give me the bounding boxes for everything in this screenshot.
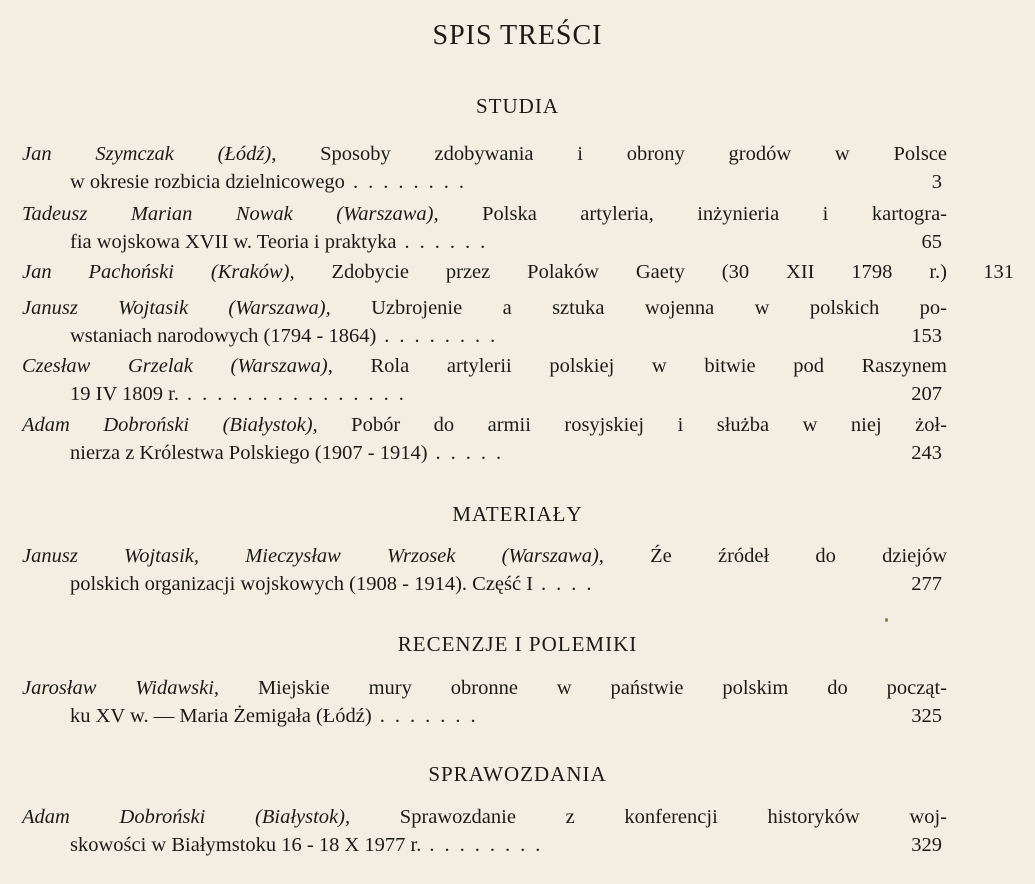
entry-page-number: 325 [911, 705, 942, 727]
entry-page-number: 243 [911, 442, 942, 464]
section-heading-studia: STUDIA [476, 94, 559, 118]
entry-title-line-1: Sposoby zdobywania i obrony grodów w Polsce [320, 143, 948, 165]
entry-page-number: 3 [931, 171, 942, 193]
entry-title-line-1: Rola artylerii polskiej w bitwie pod Raszynem [370, 355, 948, 377]
entry-title-line-1: Pobór do armii rosyjskiej i służba w niej żoł- [351, 414, 948, 436]
paper-speck [885, 618, 888, 622]
entry-author: Janusz Wojtasik (Warszawa), [22, 297, 331, 319]
entry-line-2 [22, 439, 950, 467]
section-heading-materialy: MATERIAŁY [452, 502, 583, 526]
entry-author: Janusz Wojtasik, Mieczysław Wrzosek (Warszawa), [22, 545, 604, 567]
entry-title-line-1: Uzbrojenie a sztuka wojenna w polskich po- [371, 297, 947, 319]
toc-entry [22, 542, 1022, 598]
entry-title-line-2: skowości w Białymstoku 16 - 18 X 1977 r. [70, 834, 422, 856]
entry-author: Jarosław Widawski, [22, 677, 220, 699]
toc-entry [22, 803, 1022, 859]
section-heading-sprawozdania: SPRAWOZDANIA [428, 762, 607, 786]
leader-dots: ........ [384, 325, 506, 347]
entry-line-2 [22, 168, 950, 196]
entry-line-2 [22, 380, 950, 408]
entry-title-line-2: nierza z Królestwa Polskiego (1907 - 1914) [70, 442, 428, 464]
page-title: SPIS TREŚCI [432, 20, 603, 51]
entry-line-1 [22, 294, 947, 322]
entry-line-2 [22, 228, 950, 256]
entry-author: Jan Pachoński (Kraków), [22, 261, 295, 283]
toc-entry [22, 294, 1022, 350]
entry-page-number: 131 [983, 261, 1014, 283]
entry-title-line-1: Sprawozdanie z konferencji historyków woj- [399, 806, 947, 828]
entry-line-2 [22, 702, 950, 730]
entry-title-line-2: ku XV w. — Maria Żemigała (Łódź) [70, 705, 372, 727]
entry-author: Jan Szymczak (Łódź), [22, 143, 277, 165]
entry-title-line-2: wstaniach narodowych (1794 - 1864) [70, 325, 377, 347]
toc-entry [22, 258, 1022, 286]
entry-author: Adam Dobroński (Białystok), [22, 414, 318, 436]
entry-line-2 [22, 570, 950, 598]
entry-title-line-2: fia wojskowa XVII w. Teoria i praktyka [70, 231, 397, 253]
entry-line-1 [22, 352, 947, 380]
entry-title-line-1: Polska artyleria, inżynieria i kartogra- [482, 203, 947, 225]
entry-title-line-1: Zdobycie przez Polaków Gaety (30 XII 1798 r.) [331, 261, 947, 283]
entry-line-1 [22, 803, 947, 831]
entry-page-number: 207 [911, 383, 942, 405]
toc-entry [22, 200, 1022, 256]
entry-title-line-2: 19 IV 1809 r. [70, 383, 179, 405]
entry-line-2 [22, 322, 950, 350]
entry-author: Czesław Grzelak (Warszawa), [22, 355, 333, 377]
leader-dots: ...... [404, 231, 496, 253]
entry-line-1 [22, 200, 947, 228]
toc-entry [22, 352, 1022, 408]
entry-author: Adam Dobroński (Białystok), [22, 806, 351, 828]
entry-line-1 [22, 542, 947, 570]
entry-page-number: 329 [911, 834, 942, 856]
entry-line-1 [22, 674, 947, 702]
entry-line-1 [22, 258, 1014, 286]
leader-dots: ..... [435, 442, 512, 464]
entry-line-2 [22, 831, 950, 859]
leader-dots: .... [541, 573, 602, 595]
entry-title-line-2: w okresie rozbicia dzielnicowego [70, 171, 345, 193]
entry-title-line-1: Źe źródeł do dziejów [650, 545, 948, 567]
leader-dots: ............... [186, 383, 414, 405]
entry-author: Tadeusz Marian Nowak (Warszawa), [22, 203, 439, 225]
entry-line-1 [22, 140, 947, 168]
entry-line-1 [22, 411, 947, 439]
leader-dots: ....... [379, 705, 486, 727]
entry-page-number: 65 [921, 231, 942, 253]
toc-entry [22, 674, 1022, 730]
toc-entry [22, 140, 1022, 196]
entry-title-line-1: Miejskie mury obronne w państwie polskim do począt- [257, 677, 948, 699]
toc-entry [22, 411, 1022, 467]
entry-title-line-2: polskich organizacji wojskowych (1908 - 1914). Część I [70, 573, 534, 595]
entry-page-number: 153 [911, 325, 942, 347]
leader-dots: ........ [352, 171, 474, 193]
leader-dots: ........ [429, 834, 551, 856]
section-heading-recenzje: RECENZJE I POLEMIKI [397, 632, 638, 656]
entry-page-number: 277 [911, 573, 942, 595]
